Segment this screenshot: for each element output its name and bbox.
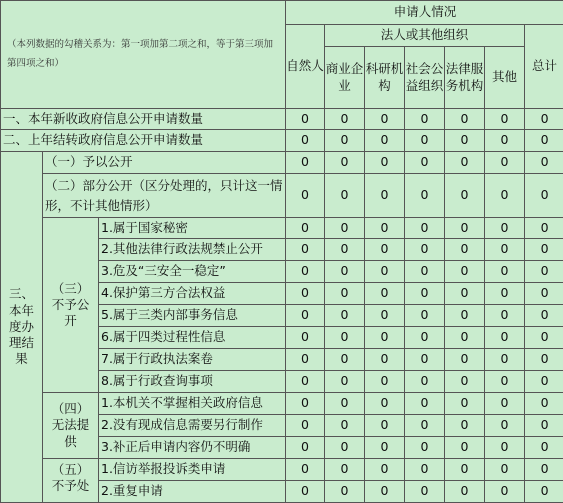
table-row (1, 393, 563, 415)
cell-value: 0 (365, 283, 405, 305)
cell-value: 0 (365, 415, 405, 437)
cell-value: 0 (525, 349, 563, 371)
row-label: 8.属于行政查询事项 (99, 371, 286, 393)
research-header: 科研机构 (365, 47, 405, 109)
row-label: 6.属于四类过程性信息 (99, 327, 286, 349)
not-process-label: （五）不予处 (43, 459, 99, 503)
cell-value: 0 (485, 481, 525, 503)
cell-value: 0 (405, 415, 445, 437)
cell-value: 0 (405, 152, 445, 174)
row-label: 3.危及“三安全一稳定” (99, 261, 286, 283)
legal-service-header: 法律服务机构 (445, 47, 485, 109)
cell-value: 0 (286, 371, 325, 393)
row-label: （二）部分公开（区分处理的，只计这一情形，不计其他情形） (43, 174, 286, 218)
cell-value: 0 (405, 239, 445, 261)
cell-value: 0 (405, 327, 445, 349)
cell-value: 0 (485, 415, 525, 437)
cell-value: 0 (286, 349, 325, 371)
cell-value: 0 (525, 218, 563, 239)
cell-value: 0 (286, 327, 325, 349)
cell-value: 0 (365, 371, 405, 393)
cell-value: 0 (365, 327, 405, 349)
cell-value: 0 (525, 437, 563, 459)
cell-value: 0 (325, 261, 365, 283)
legal-entity-group-header: 法人或其他组织 (325, 25, 525, 47)
cell-value: 0 (365, 437, 405, 459)
cell-value: 0 (405, 305, 445, 327)
row-label: 3.补正后申请内容仍不明确 (99, 437, 286, 459)
cell-value: 0 (485, 152, 525, 174)
cell-value: 0 (445, 349, 485, 371)
cell-value: 0 (485, 393, 525, 415)
cell-value: 0 (525, 393, 563, 415)
total-header: 总计 (525, 25, 563, 109)
header-row-1 (1, 1, 563, 25)
cell-value: 0 (365, 174, 405, 218)
cell-value: 0 (445, 305, 485, 327)
applicant-situation-header: 申请人情况 (286, 1, 563, 25)
cell-value: 0 (325, 327, 365, 349)
natural-person-header: 自然人 (286, 25, 325, 109)
cell-value: 0 (445, 371, 485, 393)
cell-value: 0 (286, 174, 325, 218)
cell-value: 0 (485, 218, 525, 239)
cell-value: 0 (485, 305, 525, 327)
cell-value: 0 (325, 130, 365, 152)
cell-value: 0 (525, 130, 563, 152)
cell-value: 0 (286, 305, 325, 327)
cell-value: 0 (525, 327, 563, 349)
cell-value: 0 (485, 239, 525, 261)
cell-value: 0 (325, 283, 365, 305)
cell-value: 0 (325, 174, 365, 218)
cell-value: 0 (405, 109, 445, 130)
cell-value: 0 (485, 349, 525, 371)
cell-value: 0 (286, 239, 325, 261)
cell-value: 0 (365, 349, 405, 371)
table-row (1, 218, 563, 239)
cell-value: 0 (445, 481, 485, 503)
cell-value: 0 (485, 371, 525, 393)
cell-value: 0 (405, 174, 445, 218)
row-label: 1.本机关不掌握相关政府信息 (99, 393, 286, 415)
cell-value: 0 (445, 109, 485, 130)
cell-value: 0 (286, 415, 325, 437)
cell-value: 0 (485, 437, 525, 459)
cell-value: 0 (365, 130, 405, 152)
cell-value: 0 (325, 152, 365, 174)
table-row (1, 174, 563, 218)
cell-value: 0 (325, 239, 365, 261)
cell-value: 0 (405, 283, 445, 305)
row-label: 7.属于行政执法案卷 (99, 349, 286, 371)
cell-value: 0 (365, 152, 405, 174)
cell-value: 0 (525, 459, 563, 481)
cell-value: 0 (525, 283, 563, 305)
cell-value: 0 (525, 371, 563, 393)
cell-value: 0 (405, 218, 445, 239)
cell-value: 0 (365, 481, 405, 503)
cell-value: 0 (445, 393, 485, 415)
social-welfare-header: 社会公益组织 (405, 47, 445, 109)
section3-label: 三、本年度办理结果 (1, 152, 43, 503)
cell-value: 0 (405, 371, 445, 393)
cell-value: 0 (445, 415, 485, 437)
cell-value: 0 (485, 261, 525, 283)
cell-value: 0 (325, 109, 365, 130)
row-label: 二、上年结转政府信息公开申请数量 (1, 130, 286, 152)
cell-value: 0 (286, 261, 325, 283)
cell-value: 0 (445, 327, 485, 349)
cell-value: 0 (325, 481, 365, 503)
table-row (1, 459, 563, 481)
cell-value: 0 (365, 393, 405, 415)
cell-value: 0 (525, 152, 563, 174)
cell-value: 0 (485, 109, 525, 130)
cell-value: 0 (525, 481, 563, 503)
cell-value: 0 (445, 459, 485, 481)
cell-value: 0 (286, 437, 325, 459)
relation-note: （本列数据的勾稽关系为：第一项加第二项之和，等于第三项加第四项之和） (1, 1, 286, 109)
cell-value: 0 (325, 218, 365, 239)
cell-value: 0 (286, 130, 325, 152)
cell-value: 0 (445, 261, 485, 283)
cell-value: 0 (445, 239, 485, 261)
cell-value: 0 (365, 218, 405, 239)
cell-value: 0 (286, 109, 325, 130)
cell-value: 0 (405, 261, 445, 283)
cell-value: 0 (485, 327, 525, 349)
cell-value: 0 (365, 305, 405, 327)
row-label: 1.信访举报投诉类申请 (99, 459, 286, 481)
cell-value: 0 (485, 130, 525, 152)
cell-value: 0 (445, 437, 485, 459)
cell-value: 0 (405, 481, 445, 503)
cell-value: 0 (525, 305, 563, 327)
row-label: 一、本年新收政府信息公开申请数量 (1, 109, 286, 130)
cell-value: 0 (525, 109, 563, 130)
table-row (1, 109, 563, 130)
cell-value: 0 (445, 283, 485, 305)
cell-value: 0 (405, 393, 445, 415)
cell-value: 0 (485, 174, 525, 218)
cell-value: 0 (405, 130, 445, 152)
cell-value: 0 (325, 437, 365, 459)
row-label: 2.重复申请 (99, 481, 286, 503)
cell-value: 0 (325, 459, 365, 481)
cell-value: 0 (325, 305, 365, 327)
cell-value: 0 (525, 174, 563, 218)
cell-value: 0 (365, 261, 405, 283)
cell-value: 0 (405, 459, 445, 481)
cell-value: 0 (445, 174, 485, 218)
cell-value: 0 (286, 218, 325, 239)
not-disclose-label: （三）不予公开 (43, 218, 99, 393)
unable-label: （四）无法提供 (43, 393, 99, 459)
cell-value: 0 (286, 481, 325, 503)
row-label: （一）予以公开 (43, 152, 286, 174)
cell-value: 0 (286, 152, 325, 174)
cell-value: 0 (365, 459, 405, 481)
cell-value: 0 (286, 459, 325, 481)
table-row (1, 130, 563, 152)
cell-value: 0 (525, 239, 563, 261)
cell-value: 0 (485, 459, 525, 481)
cell-value: 0 (365, 239, 405, 261)
cell-value: 0 (445, 130, 485, 152)
cell-value: 0 (405, 437, 445, 459)
row-label: 2.其他法律行政法规禁止公开 (99, 239, 286, 261)
cell-value: 0 (365, 109, 405, 130)
cell-value: 0 (485, 283, 525, 305)
cell-value: 0 (286, 393, 325, 415)
cell-value: 0 (286, 283, 325, 305)
row-label: 5.属于三类内部事务信息 (99, 305, 286, 327)
other-header: 其他 (485, 47, 525, 109)
row-label: 1.属于国家秘密 (99, 218, 286, 239)
row-label: 4.保护第三方合法权益 (99, 283, 286, 305)
cell-value: 0 (325, 393, 365, 415)
row-label: 2.没有现成信息需要另行制作 (99, 415, 286, 437)
cell-value: 0 (525, 261, 563, 283)
cell-value: 0 (405, 349, 445, 371)
cell-value: 0 (325, 349, 365, 371)
business-header: 商业企业 (325, 47, 365, 109)
cell-value: 0 (325, 371, 365, 393)
cell-value: 0 (325, 415, 365, 437)
cell-value: 0 (445, 152, 485, 174)
cell-value: 0 (525, 415, 563, 437)
table-row (1, 152, 563, 174)
cell-value: 0 (445, 218, 485, 239)
